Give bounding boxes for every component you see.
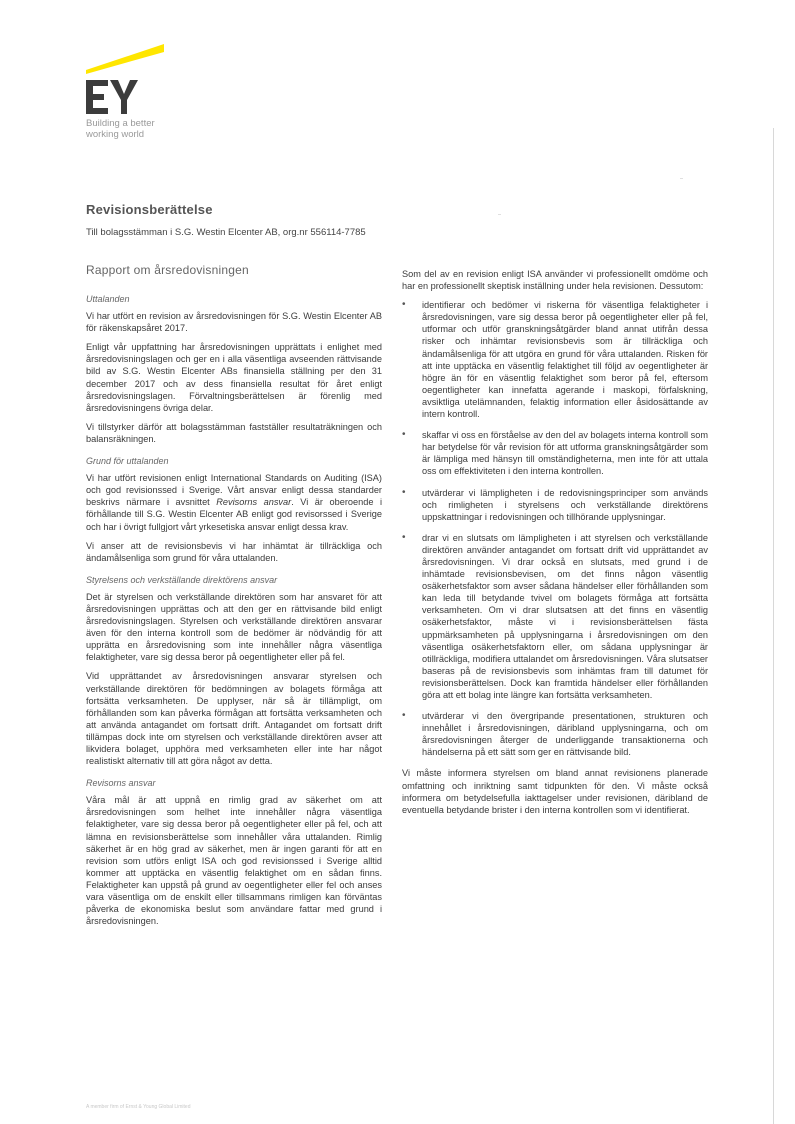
bullet-dot-icon: • (402, 710, 406, 722)
logo-accent-beam (86, 44, 164, 74)
list-item-text: utvärderar vi den övergripande presentationen, strukturen och innehållet i årsredovisningen, däribland upplysningarna, och om årsredovisningen återger de underliggande transaktionerna och händelserna på ett sätt som ger en rättvisande bild. (422, 711, 708, 758)
right-column (402, 268, 708, 823)
ey-logo-mark (86, 44, 176, 114)
paragraph: Vi tillstyrker därför att bolagsstämman fastställer resultaträkningen och balansräkningen. (86, 421, 382, 444)
list-item (402, 299, 708, 420)
text-run: . Vi är oberoende i förhållande till S.G. Westin Elcenter AB enligt god revisorssed i Sverige och har i övrigt fullgjort vårt yrkesetiska ansvar enligt dessa krav. (86, 497, 382, 532)
paragraph: Enligt vår uppfattning har årsredovisningen upprättats i enlighet med årsredovisningslagen och ger en i alla väsentliga avseenden rättvisande bild av S.G. Westin Elcenter ABs finansiella ställning per den 31 december 2017 och av dess finansiella resultat för året enligt årsredovisningslagen. Förvaltningsberättelsen är förenlig med årsredovisningens övriga delar. (86, 342, 382, 413)
subheading-uttalanden: Uttalanden (86, 294, 130, 304)
paragraph: Vi anser att de revisionsbevis vi har inhämtat är tillräckliga och ändamålsenliga som grund för våra uttalanden. (86, 540, 382, 563)
bullet-dot-icon: • (402, 486, 406, 498)
bullet-dot-icon: • (402, 299, 406, 311)
tagline-line-2: working world (86, 129, 145, 140)
paragraph: Vid upprättandet av årsredovisningen ansvarar styrelsen och verkställande direktören för bedömningen av bolagets förmåga att fortsätta verksamheten. De upplyser, när så är tillämpligt, om förhållanden som kan påverka förmågan att fortsätta verksamheten och att använda antagandet om fortsatt drift. Antagandet om fortsatt drift tillämpas dock inte om styrelsen och verkställande direktören avser att likvidera bolaget, upphöra med verksamheten eller inte har något realistiskt alternativ till att göra något av detta. (86, 671, 382, 767)
emphasis-revisorns-ansvar: Revisorns ansvar (216, 497, 292, 508)
list-item (402, 532, 708, 701)
bullet-dot-icon: • (402, 531, 406, 543)
subheading-revisorns: Revisorns ansvar (86, 778, 156, 789)
bullet-dot-icon: • (402, 429, 406, 441)
tagline-line-1: Building a better (86, 118, 155, 129)
footer-note: A member firm of Ernst & Young Global Limited (86, 1104, 191, 1110)
addressee-line: Till bolagsstämman i S.G. Westin Elcenter AB, org.nr 556114-7785 (86, 227, 366, 238)
scan-speck (680, 178, 683, 179)
text-run: Vi har utfört revisionen enligt International Standards on Auditing (ISA) och god revisionssed i Sverige. Vårt ansvar enligt dessa standarder beskrivs närmare i avsnittet (86, 473, 382, 508)
paragraph: Våra mål är att uppnå en rimlig grad av säkerhet om att årsredovisningen som helhet inte innehåller några väsentliga felaktigheter, vare sig dessa beror på oegentligheter eller på fel, och att lämna en revisionsberättelse som innehåller våra uttalanden. Rimlig säkerhet är en hög grad av säkerhet, men är ingen garanti för att en revision som utförs enligt ISA och god revisionssed i Sverige alltid kommer att upptäcka en väsentlig felaktighet om en sådan finns. Felaktigheter kan uppstå på grund av oegentligheter eller fel och anses vara väsentliga om de enskilt eller tillsammans rimligen kan förväntas påverka de ekonomiska beslut som användare fattar med grund i årsredovisningen. (86, 795, 382, 927)
section-title: Rapport om årsredovisningen (86, 263, 249, 277)
subheading-styrelsen: Styrelsens och verkställande direktörens ansvar (86, 574, 278, 585)
paragraph: Som del av en revision enligt ISA använder vi professionellt omdöme och har en professionellt skeptisk inställning under hela revisionen. Dessutom: (402, 269, 708, 292)
bullet-list (402, 299, 708, 758)
paragraph: Vi måste informera styrelsen om bland annat revisionens planerade omfattning och inriktning samt tidpunkten för den. Vi måste också informera om betydelsefulla iakttagelser under revisionen, däribland de eventuella betydande brister i den interna kontrollen som vi identifierat. (402, 768, 708, 815)
list-item (402, 710, 708, 758)
list-item (402, 487, 708, 523)
paragraph: Vi har utfört en revision av årsredovisningen för S.G. Westin Elcenter AB för räkenskapsåret 2017. (86, 311, 382, 334)
list-item-text: skaffar vi oss en förståelse av den del av bolagets interna kontroll som har betydelse för vår revision för att utforma granskningsåtgärder som är lämpliga med hänsyn till omständigheterna, men inte för att uttala oss om effektiviteten i den interna kontrollen. (422, 430, 708, 477)
paragraph: Det är styrelsen och verkställande direktören som har ansvaret för att årsredovisningen upprättas och att den ger en rättvisande bild enligt årsredovisningslagen. Styrelsen och verkställande direktören ansvarar även för den interna kontroll som de bedömer är nödvändig för att upprätta en årsredovisning som inte innehåller några väsentliga felaktigheter, vare sig dessa beror på oegentligheter eller på fel. (86, 591, 382, 663)
left-column (86, 293, 382, 934)
list-item-text: identifierar och bedömer vi riskerna för väsentliga felaktigheter i årsredovisningen, vare sig dessa beror på oegentligheter eller på fel, utformar och utför granskningsåtgärder bland annat utifrån dessa risker och inhämtar revisionsbevis som är tillräckliga och ändamålsenliga för att utgöra en grund för våra uttalanden. Risken för att inte upptäcka en väsentlig felaktighet till följd av oegentligheter är högre än för en väsentlig felaktighet som beror på fel, eftersom oegentligheter kan innefatta agerande i maskopi, förfalskning, avsiktliga utelämnanden, felaktig information eller åsidosättande av intern kontroll. (422, 300, 708, 420)
right-margin-rule (773, 128, 774, 1124)
paragraph (86, 472, 382, 532)
list-item-text: utvärderar vi lämpligheten i de redovisningsprinciper som används och rimligheten i styrelsens och verkställande direktörens uppskattningar i redovisningen och tillhörande upplysningar. (422, 487, 708, 522)
list-item (402, 429, 708, 477)
list-item-text: drar vi en slutsats om lämpligheten i att styrelsen och verkställande direktören använder antagandet om fortsatt drift vid upprättandet av årsredovisningen. Vi drar också en slutsats, med grund i de inhämtade revisionsbevisen, om det finns någon väsentlig osäkerhetsfaktor som avser sådana händelser eller förhållanden som kan leda till betydande tvivel om bolagets förmåga att fortsätta verksamheten. Om vi drar slutsatsen att det finns en väsentlig osäkerhetsfaktor, måste vi i revisionsberättelsen fästa uppmärksamheten på upplysningarna i årsredovisningen om den väsentliga osäkerhetsfaktorn eller, om sådana upplysningar är otillräckliga, modifiera uttalandet om årsredovisningen. Våra slutsatser baseras på de revisionsbevis som inhämtas fram till datumet för revisionsberättelsen. Dock kan framtida händelser eller förhållanden göra att ett bolag inte längre kan fortsätta verksamheten. (422, 532, 708, 700)
logo-tagline (86, 118, 155, 140)
scan-speck (498, 214, 501, 215)
page-title: Revisionsberättelse (86, 202, 213, 217)
subheading-grund: Grund för uttalanden (86, 456, 169, 467)
